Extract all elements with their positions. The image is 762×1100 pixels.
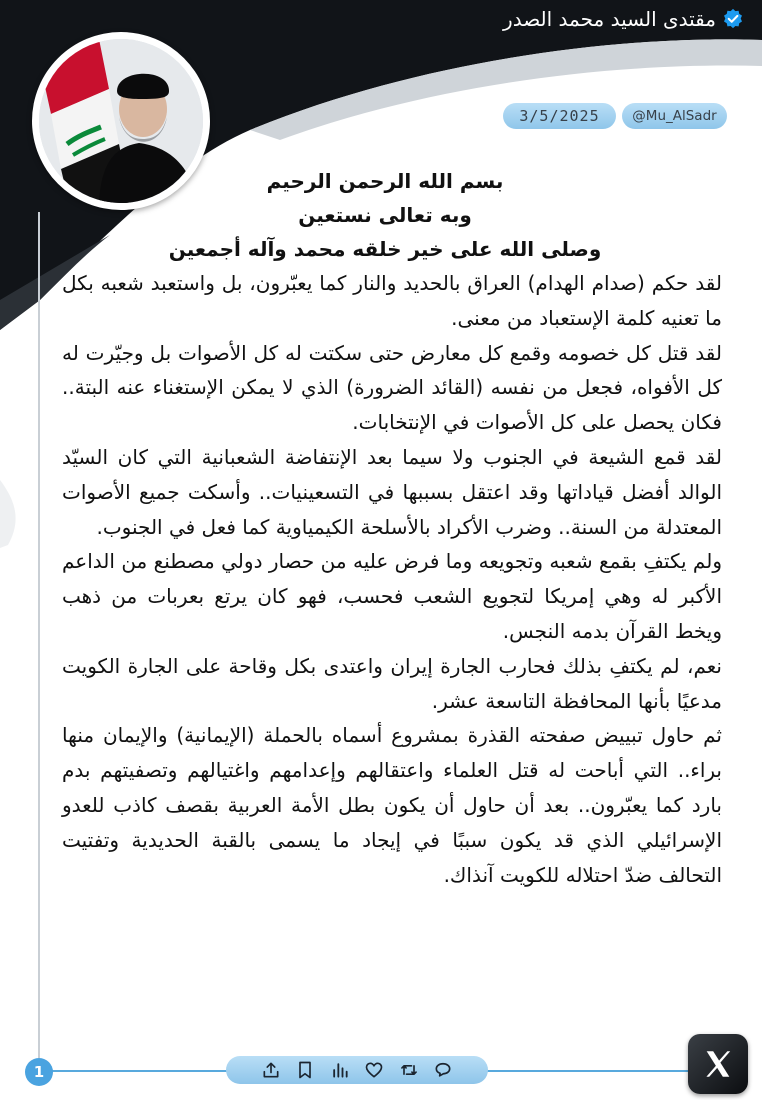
- bookmark-icon[interactable]: [295, 1060, 315, 1080]
- page-number-badge: 1: [25, 1058, 53, 1086]
- tweet-date: 3/5/2025: [503, 103, 616, 129]
- intro-line-2: وبه تعالى نستعين: [298, 203, 472, 227]
- paragraph: لقد حكم (صدام الهدام) العراق بالحديد والنار كما يعبّرون، بل واستعبد شعبه بكل ما تعنيه كلمة الإستعباد من معنى.: [62, 271, 722, 330]
- heart-icon[interactable]: [364, 1060, 384, 1080]
- tweet-body: [62, 266, 722, 892]
- x-logo-icon: [688, 1034, 748, 1094]
- thread-line: [38, 212, 40, 1058]
- intro-line-3: وصلى الله على خير خلقه محمد وآله أجمعين: [168, 237, 602, 261]
- paragraph: نعم، لم يكتفِ بذلك فحارب الجارة إيران واعتدى بكل وقاحة على الجارة الكويت مدعيًا بأنها المحافظة التاسعة عشر.: [62, 653, 722, 713]
- retweet-icon[interactable]: [399, 1060, 419, 1080]
- paragraph: لقد قتل كل خصومه وقمع كل معارض حتى سكتت له كل الأصوات بل وجيّرت له كل الأفواه، فجعل من نفسه (القائد الضرورة) الذي لا يمكن الإستغناء عنه البتة.. فكان يحصل على كل الأصوات في الإنتخابات.: [62, 340, 722, 435]
- reply-icon[interactable]: [433, 1060, 453, 1080]
- tweet-actions-bar: [226, 1056, 488, 1084]
- paragraph: ولم يكتفِ بقمع شعبه وتجويعه وما فرض عليه من حصار دولي مصطنع من الداعم الأكبر له وهي إمريكا لتجويع الشعب فحسب، فهو كان يرتع بعربات من ذهب ويخط القرآن بدمه النجس.: [62, 549, 722, 643]
- display-name-row: [503, 4, 744, 34]
- user-handle[interactable]: @Mu_AlSadr: [622, 103, 727, 129]
- paragraph: لقد قمع الشيعة في الجنوب ولا سيما بعد الإنتفاضة الشعبانية التي كان السيّد الوالد أفضل قياداتها وقد اعتقل بسببها في التسعينيات.. وأسكت جميع الأصوات المعتدلة من السنة.. وضرب الأكراد بالأسلحة الكيمياوية كما فعل في الجنوب.: [62, 444, 722, 539]
- x-glyph-icon: [701, 1047, 735, 1081]
- verified-badge-icon: [722, 8, 744, 30]
- intro-line-basmala: بسم الله الرحمن الرحيم: [266, 169, 504, 193]
- analytics-icon[interactable]: [330, 1060, 350, 1080]
- display-name: مقتدى السيد محمد الصدر: [503, 7, 716, 31]
- paragraph: ثم حاول تبييض صفحته القذرة بمشروع أسماه بالحملة (الإيمانية) والإيمان منها براء.. التي أباحت له قتل العلماء واعتقالهم وإعدامهم واغتيالهم وتصفيتهم بدم بارد كما يعبّرون.. بعد أن حاول أن يكون بطل الأمة العربية بقصف كاذب للعدو الإسرائيلي الذي قد يكون سببًا في إيجاد ما يسمى بالقبة الحديدية وتفتيت التحالف ضدّ احتلاله للكويت آنذاك.: [62, 723, 722, 887]
- share-icon[interactable]: [261, 1060, 281, 1080]
- tweet-intro: [70, 164, 700, 266]
